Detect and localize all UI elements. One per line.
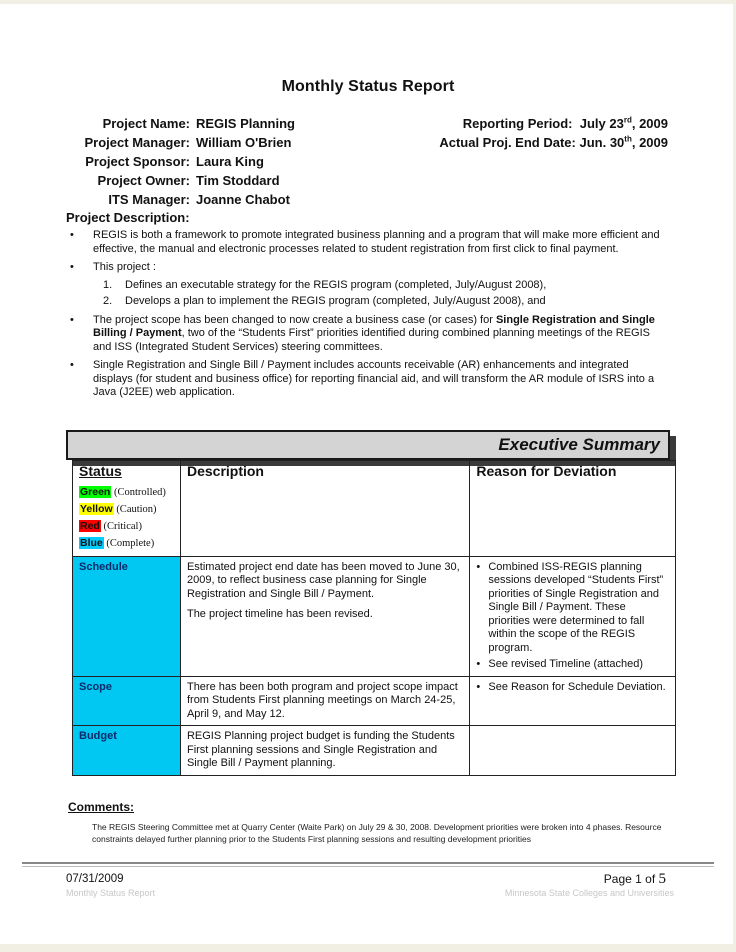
- numbered-list: [93, 279, 670, 309]
- scope-reason: [470, 676, 676, 726]
- budget-description: REGIS Planning project budget is funding the Students First planning sessions and Single Registration and Single Bill / Payment planning.: [180, 726, 469, 776]
- footer-subtitle-left: Monthly Status Report: [66, 888, 156, 898]
- project-owner-row: [66, 173, 295, 192]
- table-row-schedule: [73, 556, 676, 676]
- footer-divider: [22, 862, 714, 864]
- legend-blue: Blue (Complete): [80, 536, 155, 549]
- executive-summary-title: Executive Summary: [498, 435, 660, 454]
- field-label: Project Name:: [102, 116, 190, 131]
- field-value: REGIS Planning: [196, 116, 295, 131]
- schedule-status-cell: Schedule: [73, 556, 181, 676]
- legend-green: Green (Controlled): [80, 485, 166, 498]
- bullet-icon: •: [476, 658, 481, 670]
- comments-text: The REGIS Steering Committee met at Quarry Center (Waite Park) on July 29 & 30, 2008. Development priorities were broken into 4 phases. Resource constraints delayed further planning prior to the Students First planning sessions and resulting development priorities: [92, 822, 662, 844]
- table-row-budget: [73, 726, 676, 776]
- project-sponsor-row: [66, 154, 295, 173]
- description-header: Description: [180, 461, 469, 557]
- report-title: Monthly Status Report: [281, 78, 455, 95]
- bullet-icon: •: [70, 261, 74, 273]
- reporting-period: Reporting Period: July 23rd, 2009: [462, 115, 668, 131]
- field-label: Project Manager:: [84, 135, 190, 150]
- its-manager-row: [66, 192, 295, 211]
- schedule-reason: [470, 556, 676, 676]
- field-label: ITS Manager:: [108, 192, 190, 207]
- project-description-list: [70, 229, 670, 405]
- actual-end-date: Actual Proj. End Date: Jun. 30th, 2009: [439, 134, 668, 150]
- reporting-dates: [439, 116, 668, 154]
- legend-yellow: Yellow (Caution): [80, 502, 157, 515]
- status-header: Status: [79, 463, 122, 479]
- numbered-item: 1. Defines an executable strategy for the REGIS program (completed, July/August 2008),: [103, 278, 547, 291]
- status-header-cell: [73, 461, 181, 557]
- project-name-row: [66, 116, 295, 135]
- footer-divider-thin: [22, 866, 714, 867]
- table-row-scope: [73, 676, 676, 726]
- field-value: William O'Brien: [196, 135, 292, 150]
- bullet-icon: •: [476, 560, 481, 573]
- bullet-icon: •: [70, 229, 74, 241]
- reason-header: Reason for Deviation: [470, 461, 676, 557]
- schedule-description: Estimated project end date has been moved to June 30, 2009, to reflect business case planning for Single Registration and Single Bill / Payment. The project timeline has been revised.: [180, 556, 469, 676]
- footer-page-number: Page 1 of 5: [603, 871, 666, 887]
- field-value: Joanne Chabot: [196, 192, 290, 207]
- bullet-icon: •: [70, 359, 74, 371]
- field-label: Project Owner:: [97, 173, 190, 188]
- comments-heading: Comments:: [68, 800, 135, 814]
- bullet-icon: •: [476, 680, 481, 693]
- project-info: [66, 116, 295, 211]
- list-item: • REGIS is both a framework to promote integrated business planning and a program that will make more efficient and effective, the manual and electronic processes related to student registration from first click to final payment.: [70, 229, 660, 255]
- list-item: • Single Registration and Single Bill / Payment includes accounts receivable (AR) enhancements and integrated displays (for student and business office) for reporting financial aid, and will transform the AR module of ISRS into a Java (J2EE) web application.: [70, 359, 655, 398]
- table-header-row: [73, 461, 676, 557]
- list-item: • See revised Timeline (attached): [476, 658, 644, 670]
- legend-red: Red (Critical): [80, 519, 142, 532]
- list-item: • See Reason for Schedule Deviation.: [476, 680, 666, 693]
- list-item: • The project scope has been changed to now create a business case (or cases) for Single Registration and Single Billing / Payment, two of the “Students First” priorities identified during combined planning meetings of the REGIS and ISS (Integrated Student Services) steering committees.: [70, 313, 655, 353]
- list-item: • This project : 1. Defines an executable strategy for the REGIS program (completed, July/August 2008), 2. Develops a plan to implement the REGIS program (completed, July/August 2008), and: [70, 261, 670, 309]
- bullet-icon: •: [70, 313, 74, 326]
- executive-summary-banner: [66, 430, 670, 460]
- project-description-heading: Project Description:: [66, 210, 190, 225]
- budget-reason: [470, 726, 676, 776]
- field-label: Project Sponsor:: [85, 154, 190, 169]
- scope-description: There has been both program and project scope impact from Students First planning meetings on March 24-25, April 9, and May 12.: [180, 676, 469, 726]
- footer-subtitle-right: Minnesota State Colleges and Universities: [504, 888, 674, 898]
- scope-status-cell: Scope: [73, 676, 181, 726]
- budget-status-cell: Budget: [73, 726, 181, 776]
- numbered-item: 2. Develops a plan to implement the REGIS program (completed, July/August 2008), and: [103, 295, 546, 307]
- project-manager-row: [66, 135, 295, 154]
- footer-date: 07/31/2009: [66, 873, 124, 885]
- list-item: • Combined ISS-REGIS planning sessions developed “Students First” priorities of Single Registration and Single Bill / Payment. These priorities were determined to fall within the scope of the REGIS program.: [476, 560, 664, 654]
- field-value: Tim Stoddard: [196, 173, 280, 188]
- field-value: Laura King: [196, 154, 264, 169]
- executive-summary-table: [72, 460, 676, 776]
